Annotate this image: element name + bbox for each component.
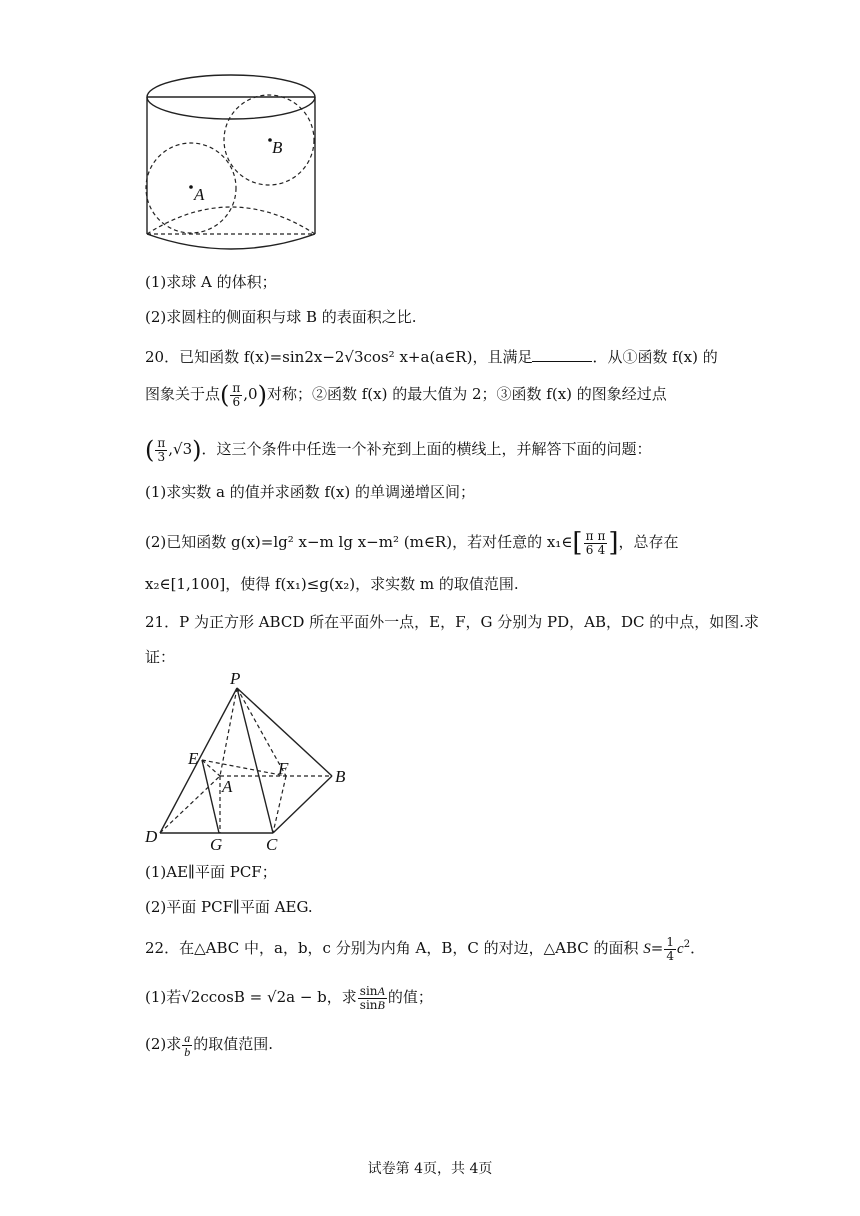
q21-part1: (1)AE∥平面 PCF； (145, 863, 277, 881)
q20-line2: 图象关于点( $\frac{\pi}{6}$ ,0)对称；②函数 f(x) 的最大值为 2；③函数 f(x) 的图象经过点 (145, 381, 667, 410)
q20-part2b: ，总存在 (618, 533, 679, 552)
point1-fraction: $\frac{\pi}{6}$ (232, 381, 241, 409)
vertex-a-label: A (222, 777, 233, 796)
q22-part2a: (2)求 (145, 1035, 182, 1054)
pyramid-figure (140, 670, 360, 855)
q20-text1: ，且满足 (472, 348, 533, 366)
area-fraction: $\frac{1}{4}$ (666, 935, 675, 963)
a-over-b-fraction: $\frac{a}{b}$ (184, 1031, 191, 1059)
q22-part1 (145, 985, 433, 1011)
q22-line1: 22．在△ABC 中，a，b，c 分别为内角 A，B，C 的对边，△ABC 的面积 S= $\frac{1}{4}$ $c^2$． (145, 935, 706, 963)
vertex-c-label: C (266, 835, 278, 854)
q21-line1: 21．P 为正方形 ABCD 所在平面外一点，E，F，G 分别为 PD，AB，DC 的中点，如图.求 (145, 613, 760, 631)
q20-line3: ( $\frac{\pi}{3}$ ,√3)．这三个条件中任选一个补充到上面的横线上，并解答下面的问题： (145, 436, 652, 465)
q20-part2a: (2)已知函数 g(x)=lg² x−m lg x−m² (m∈R)，若对任意的 x₁∈ (145, 533, 573, 552)
q20-part1: (1)求实数 a 的值并求函数 f(x) 的单调递增区间； (145, 483, 475, 501)
q20-text3: 图象关于点 (145, 385, 221, 404)
q21-line2: 证： (145, 648, 176, 666)
sphere-a-label: A (194, 185, 205, 204)
q22-part2b: 的取值范围. (193, 1035, 274, 1054)
q22-part1-eq: √2ccosB = √2a − b (181, 988, 327, 1007)
point-f-label: F (278, 759, 289, 778)
sphere-b-label: B (272, 138, 283, 157)
sin-ratio-fraction: $\frac{\sin A}{\sin B}$ (359, 984, 385, 1012)
page-footer: 试卷第 4页，共 4页 (367, 1161, 493, 1177)
q22-text1: 22．在△ABC 中，a，b，c 分别为内角 A，B，C 的对边，△ABC 的面积 (145, 939, 639, 958)
q20-part2-line1: (2)已知函数 g(x)=lg² x−m lg x−m² (m∈R)，若对任意的 x₁∈[ $\frac{\pi}{6}$ $\frac{\pi}{4}$ ]，总存在 (145, 528, 679, 559)
point3-fraction: $\frac{\pi}{3}$ (157, 436, 166, 464)
q20-number: 20．已知函数 (145, 348, 240, 366)
q22-part1a: (1)若 (145, 988, 182, 1007)
interval-left: $\frac{\pi}{6}$ (585, 529, 594, 557)
q21-part2: (2)平面 PCF∥平面 AEG. (145, 898, 313, 916)
q20-text4: 对称；②函数 f(x) 的最大值为 2；③函数 f(x) 的图象经过点 (266, 385, 667, 404)
q22-part2 (145, 1032, 273, 1058)
q20-text2: ．从①函数 f(x) 的 (592, 348, 718, 366)
cylinder-figure (140, 60, 330, 260)
q20-text5: ．这三个条件中任选一个补充到上面的横线上，并解答下面的问题： (201, 440, 652, 459)
q20-part2-line2: x₂∈[1,100]，使得 f(x₁)≤g(x₂)，求实数 m 的取值范围. (145, 575, 519, 593)
q22-part1b: ，求 (326, 988, 357, 1007)
point-g-label: G (210, 835, 223, 854)
answer-blank (532, 349, 592, 362)
q20-line1 (145, 349, 718, 365)
q22-part1c: 的值； (387, 988, 433, 1007)
q19-part2: (2)求圆柱的侧面积与球 B 的表面积之比. (145, 308, 417, 326)
interval-right: $\frac{\pi}{4}$ (597, 529, 606, 557)
q20-function: f(x)=sin2x−2√3cos² x+a(a∈R) (243, 348, 473, 366)
point-e-label: E (188, 749, 199, 768)
vertex-p-label: P (230, 670, 241, 688)
vertex-b-label: B (335, 767, 346, 786)
vertex-d-label: D (145, 827, 158, 846)
q19-part1: (1)求球 A 的体积； (145, 273, 277, 291)
